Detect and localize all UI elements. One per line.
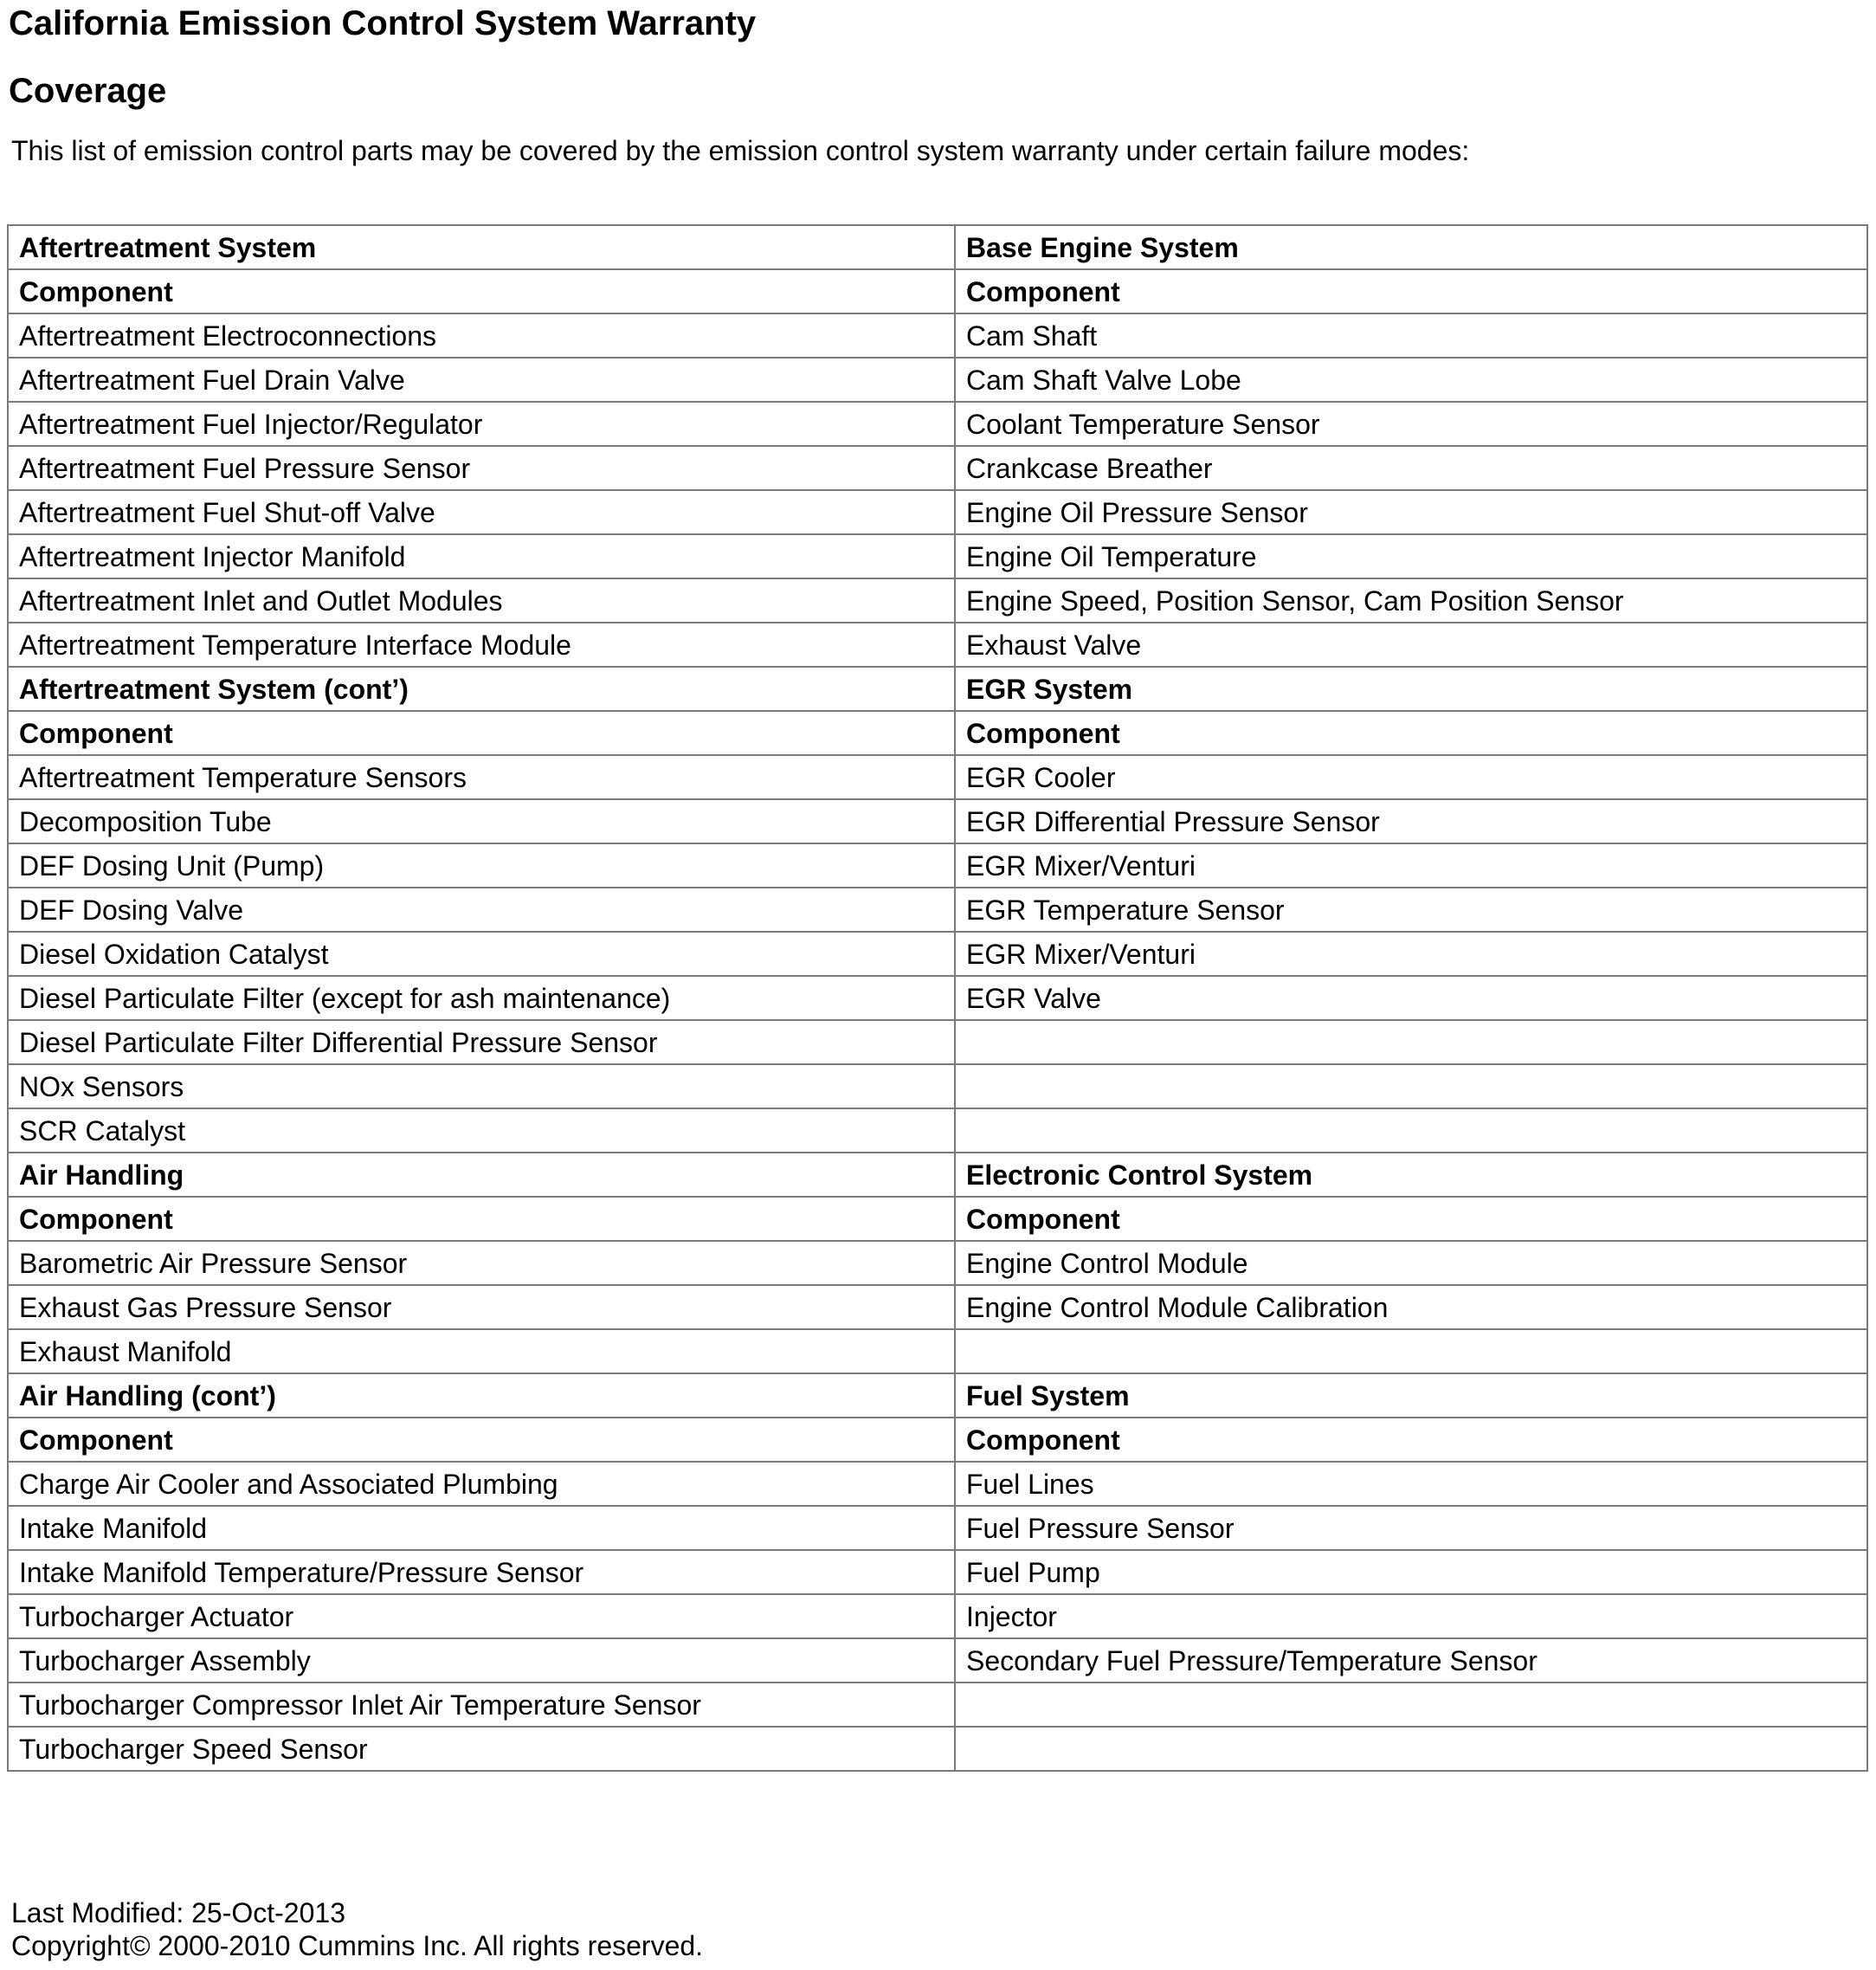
table-row: [8, 446, 1867, 490]
table-row: [8, 578, 1867, 623]
table-row: [8, 1727, 1867, 1771]
component-cell-left: Exhaust Gas Pressure Sensor: [8, 1285, 955, 1329]
table-row: [8, 1550, 1867, 1594]
component-cell-right: Engine Control Module Calibration: [955, 1285, 1867, 1329]
component-cell-left: Aftertreatment Temperature Sensors: [8, 755, 955, 799]
empty-cell-right: [955, 1329, 1867, 1373]
component-cell-left: Turbocharger Assembly: [8, 1638, 955, 1683]
table-row: [8, 1594, 1867, 1638]
table-row: [8, 1020, 1867, 1064]
component-cell-left: Intake Manifold Temperature/Pressure Sensor: [8, 1550, 955, 1594]
component-cell-right: EGR Temperature Sensor: [955, 888, 1867, 932]
table-row: [8, 976, 1867, 1020]
component-cell-right: Fuel Pump: [955, 1550, 1867, 1594]
component-cell-left: NOx Sensors: [8, 1064, 955, 1108]
table-row: [8, 799, 1867, 843]
component-cell-right: Fuel Lines: [955, 1462, 1867, 1506]
component-header-left: Component: [8, 711, 955, 755]
component-header-right: Component: [955, 269, 1867, 313]
component-cell-left: Aftertreatment Temperature Interface Module: [8, 623, 955, 667]
table-row: [8, 1108, 1867, 1153]
component-cell-right: Injector: [955, 1594, 1867, 1638]
table-row: [8, 1506, 1867, 1550]
system-heading-right: Base Engine System: [955, 225, 1867, 269]
component-cell-left: Aftertreatment Electroconnections: [8, 313, 955, 358]
component-cell-left: Diesel Particulate Filter Differential Pressure Sensor: [8, 1020, 955, 1064]
component-header-right: Component: [955, 1197, 1867, 1241]
table-row: [8, 843, 1867, 888]
component-header-left: Component: [8, 1418, 955, 1462]
table-row: [8, 623, 1867, 667]
component-cell-left: Aftertreatment Inlet and Outlet Modules: [8, 578, 955, 623]
table-row: [8, 1285, 1867, 1329]
component-cell-right: Secondary Fuel Pressure/Temperature Sensor: [955, 1638, 1867, 1683]
table-section-row: [8, 667, 1867, 711]
empty-cell-right: [955, 1683, 1867, 1727]
table-subheader-row: [8, 1197, 1867, 1241]
page-title: California Emission Control System Warranty: [9, 4, 757, 42]
copyright-text: Copyright© 2000-2010 Cummins Inc. All rights reserved.: [11, 1930, 704, 1961]
system-heading-left: Aftertreatment System (cont’): [8, 667, 955, 711]
table-section-row: [8, 225, 1867, 269]
component-cell-left: Diesel Oxidation Catalyst: [8, 932, 955, 976]
component-cell-right: EGR Cooler: [955, 755, 1867, 799]
component-header-left: Component: [8, 269, 955, 313]
table-row: [8, 1638, 1867, 1683]
component-cell-left: Turbocharger Speed Sensor: [8, 1727, 955, 1771]
table-row: [8, 534, 1867, 578]
empty-cell-right: [955, 1064, 1867, 1108]
section-heading-coverage: Coverage: [9, 72, 167, 110]
system-heading-left: Air Handling: [8, 1153, 955, 1197]
table-row: [8, 402, 1867, 446]
component-cell-right: EGR Differential Pressure Sensor: [955, 799, 1867, 843]
components-table-body: [8, 225, 1867, 1771]
system-heading-right: EGR System: [955, 667, 1867, 711]
component-cell-left: Aftertreatment Fuel Shut-off Valve: [8, 490, 955, 534]
component-cell-left: Intake Manifold: [8, 1506, 955, 1550]
component-cell-left: Diesel Particulate Filter (except for ash maintenance): [8, 976, 955, 1020]
component-cell-left: Exhaust Manifold: [8, 1329, 955, 1373]
table-subheader-row: [8, 1418, 1867, 1462]
component-cell-left: SCR Catalyst: [8, 1108, 955, 1153]
component-cell-right: Cam Shaft: [955, 313, 1867, 358]
component-cell-right: Engine Oil Temperature: [955, 534, 1867, 578]
component-cell-left: Turbocharger Actuator: [8, 1594, 955, 1638]
table-section-row: [8, 1153, 1867, 1197]
table-row: [8, 358, 1867, 402]
component-cell-right: Exhaust Valve: [955, 623, 1867, 667]
table-row: [8, 313, 1867, 358]
system-heading-right: Fuel System: [955, 1373, 1867, 1418]
component-cell-right: Cam Shaft Valve Lobe: [955, 358, 1867, 402]
component-cell-left: Turbocharger Compressor Inlet Air Temperature Sensor: [8, 1683, 955, 1727]
component-cell-right: EGR Mixer/Venturi: [955, 932, 1867, 976]
table-subheader-row: [8, 269, 1867, 313]
component-cell-left: Aftertreatment Injector Manifold: [8, 534, 955, 578]
intro-text: This list of emission control parts may be covered by the emission control system warranty under certain failure modes:: [11, 135, 1470, 166]
empty-cell-right: [955, 1020, 1867, 1064]
component-cell-right: Coolant Temperature Sensor: [955, 402, 1867, 446]
empty-cell-right: [955, 1727, 1867, 1771]
table-section-row: [8, 1373, 1867, 1418]
table-row: [8, 1683, 1867, 1727]
table-row: [8, 1064, 1867, 1108]
table-row: [8, 1241, 1867, 1285]
table-row: [8, 755, 1867, 799]
component-cell-right: Engine Speed, Position Sensor, Cam Position Sensor: [955, 578, 1867, 623]
component-cell-left: Aftertreatment Fuel Drain Valve: [8, 358, 955, 402]
component-cell-left: DEF Dosing Unit (Pump): [8, 843, 955, 888]
table-row: [8, 490, 1867, 534]
component-cell-left: Barometric Air Pressure Sensor: [8, 1241, 955, 1285]
component-cell-right: Crankcase Breather: [955, 446, 1867, 490]
component-header-left: Component: [8, 1197, 955, 1241]
table-row: [8, 1329, 1867, 1373]
system-heading-right: Electronic Control System: [955, 1153, 1867, 1197]
component-cell-right: Engine Control Module: [955, 1241, 1867, 1285]
table-subheader-row: [8, 711, 1867, 755]
table-row: [8, 932, 1867, 976]
table-row: [8, 1462, 1867, 1506]
component-cell-left: Aftertreatment Fuel Pressure Sensor: [8, 446, 955, 490]
system-heading-left: Aftertreatment System: [8, 225, 955, 269]
system-heading-left: Air Handling (cont’): [8, 1373, 955, 1418]
component-cell-left: Charge Air Cooler and Associated Plumbing: [8, 1462, 955, 1506]
component-cell-left: Aftertreatment Fuel Injector/Regulator: [8, 402, 955, 446]
components-table: [7, 224, 1868, 1772]
component-header-right: Component: [955, 1418, 1867, 1462]
component-cell-right: Engine Oil Pressure Sensor: [955, 490, 1867, 534]
component-cell-right: EGR Mixer/Venturi: [955, 843, 1867, 888]
component-cell-right: Fuel Pressure Sensor: [955, 1506, 1867, 1550]
component-header-right: Component: [955, 711, 1867, 755]
empty-cell-right: [955, 1108, 1867, 1153]
component-cell-left: Decomposition Tube: [8, 799, 955, 843]
table-row: [8, 888, 1867, 932]
last-modified-text: Last Modified: 25-Oct-2013: [11, 1897, 345, 1928]
component-cell-left: DEF Dosing Valve: [8, 888, 955, 932]
component-cell-right: EGR Valve: [955, 976, 1867, 1020]
